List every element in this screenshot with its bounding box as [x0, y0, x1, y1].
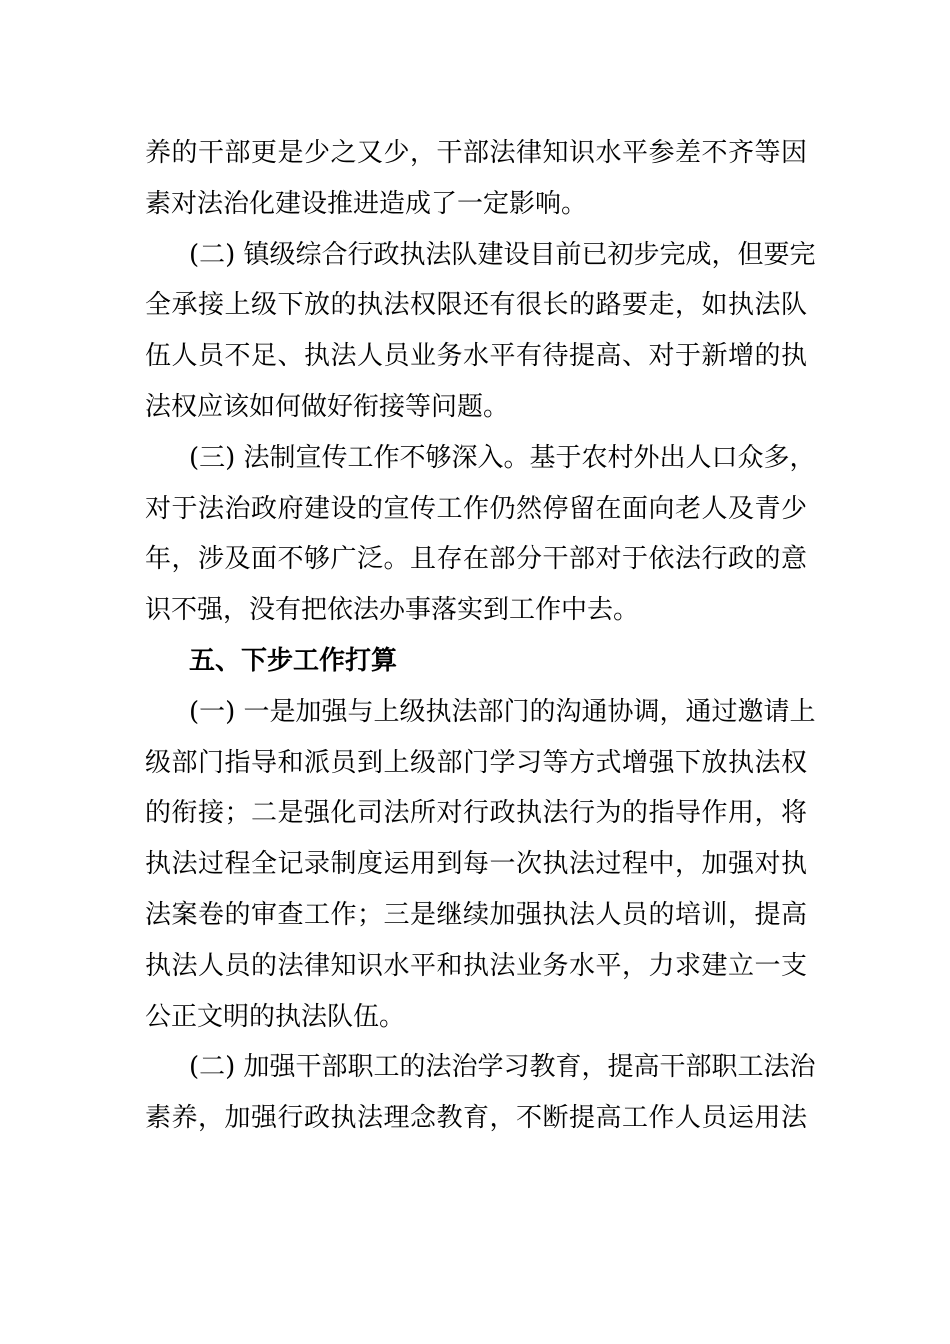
text-line: 素养，加强行政执法理念教育，不断提高工作人员运用法 — [145, 1103, 807, 1134]
text-line: 识不强，没有把依法办事落实到工作中去。 — [145, 595, 640, 626]
document-body — [145, 128, 816, 1144]
text-line: 级部门指导和派员到上级部门学习等方式增强下放执法权 — [145, 747, 807, 778]
text-line: 的衔接；二是强化司法所对行政执法行为的指导作用，将 — [145, 798, 807, 829]
text-line: 年，涉及面不够广泛。且存在部分干部对于依法行政的意 — [145, 544, 807, 575]
text-line: 法权应该如何做好衔接等问题。 — [145, 391, 510, 422]
text-line: 执法过程全记录制度运用到每一次执法过程中，加强对执 — [145, 849, 807, 880]
text-line: 全承接上级下放的执法权限还有很长的路要走，如执法队 — [145, 290, 807, 321]
text-line: 公正文明的执法队伍。 — [145, 1001, 406, 1032]
text-line: 执法人员的法律知识水平和执法业务水平，力求建立一支 — [145, 950, 807, 981]
text-line: 对于法治政府建设的宣传工作仍然停留在面向老人及青少 — [145, 493, 807, 524]
section-heading: 五、下步工作打算 — [189, 645, 398, 676]
text-line: 素对法治化建设推进造成了一定影响。 — [145, 188, 588, 219]
text-line: 养的干部更是少之又少，干部法律知识水平参差不齐等因 — [145, 138, 807, 168]
text-line: (二) 加强干部职工的法治学习教育，提高干部职工法治 — [189, 1052, 816, 1083]
text-line: 法案卷的审查工作；三是继续加强执法人员的培训，提高 — [145, 899, 807, 930]
text-line: (二) 镇级综合行政执法队建设目前已初步完成，但要完 — [189, 239, 816, 270]
text-line: 伍人员不足、执法人员业务水平有待提高、对于新增的执 — [145, 341, 807, 372]
text-line: (一) 一是加强与上级执法部门的沟通协调，通过邀请上 — [189, 696, 816, 727]
text-line: (三) 法制宣传工作不够深入。基于农村外出人口众多， — [189, 442, 816, 473]
